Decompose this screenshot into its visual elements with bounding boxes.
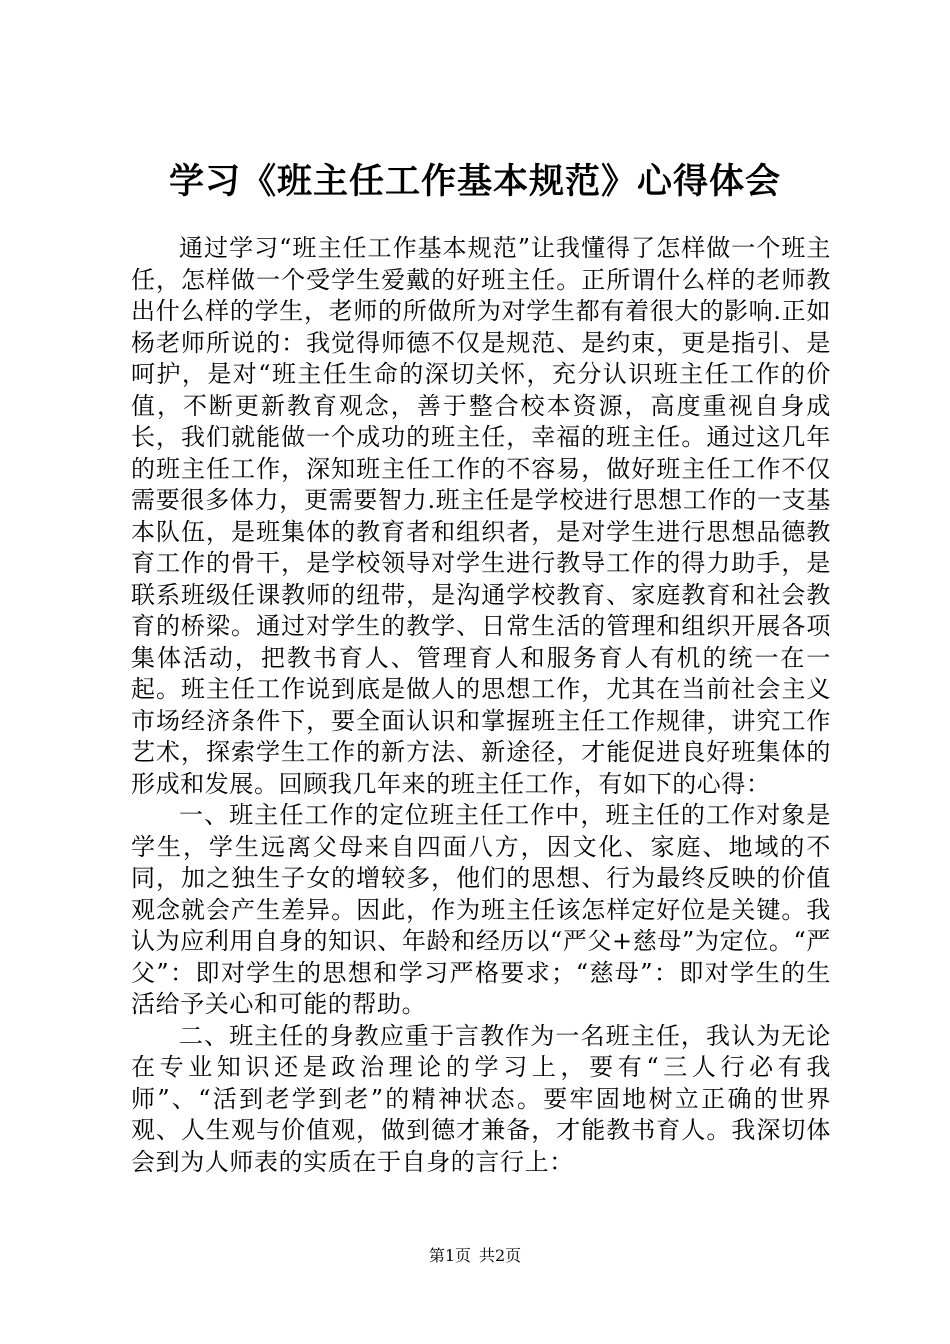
paragraph-section-1: 一、班主任工作的定位班主任工作中，班主任的工作对象是学生，学生远离父母来自四面八方，因文化、家庭、地域的不同，加之独生子女的增较多，他们的思想、行为最终反映的价值观念就会产生差异。因此，作为班主任该怎样定好位是关键。我认为应利用自身的知识、年龄和经历以“严父+慈母”为定位。“严父”：即对学生的思想和学习严格要求；“慈母”：即对学生的生活给予关心和可能的帮助。 xyxy=(131,801,831,1018)
page-number: 第1页 xyxy=(428,1246,471,1265)
paragraph-intro: 通过学习“班主任工作基本规范”让我懂得了怎样做一个班主任，怎样做一个受学生爱戴的好班主任。正所谓什么样的老师教出什么样的学生，老师的所做所为对学生都有着很大的影响.正如杨老师所说的：我觉得师德不仅是规范、是约束，更是指引、是呵护，是对“班主任生命的深切关怀，充分认识班主任工作的价值，不断更新教育观念，善于整合校本资源，高度重视自身成长，我们就能做一个成功的班主任，幸福的班主任。通过这几年的班主任工作，深知班主任工作的不容易，做好班主任工作不仅需要很多体力，更需要智力.班主任是学校进行思想工作的一支基本队伍，是班集体的教育者和组织者，是对学生进行思想品德教育工作的骨干，是学校领导对学生进行教导工作的得力助手，是联系班级任课教师的纽带，是沟通学校教育、家庭教育和社会教育的桥梁。通过对学生的教学、日常生活的管理和组织开展各项集体活动，把教书育人、管理育人和服务育人有机的统一在一起。班主任工作说到底是做人的思想工作，尤其在当前社会主义市场经济条件下，要全面认识和掌握班主任工作规律，讲究工作艺术，探索学生工作的新方法、新途径，才能促进良好班集体的形成和发展。回顾我几年来的班主任工作，有如下的心得： xyxy=(131,234,831,798)
page-title: 学习《班主任工作基本规范》心得体会 xyxy=(168,161,781,202)
page-total: 共2页 xyxy=(479,1246,522,1265)
paragraph-section-2: 二、班主任的身教应重于言教作为一名班主任，我认为无论在专业知识还是政治理论的学习上，要有“三人行必有我师”、“活到老学到老”的精神状态。要牢固地树立正确的世界观、人生观与价值观，做到德才兼备，才能教书育人。我深切体会到为人师表的实质在于自身的言行上： xyxy=(131,1021,831,1176)
document-body xyxy=(131,233,831,1178)
page-footer xyxy=(0,1246,950,1266)
